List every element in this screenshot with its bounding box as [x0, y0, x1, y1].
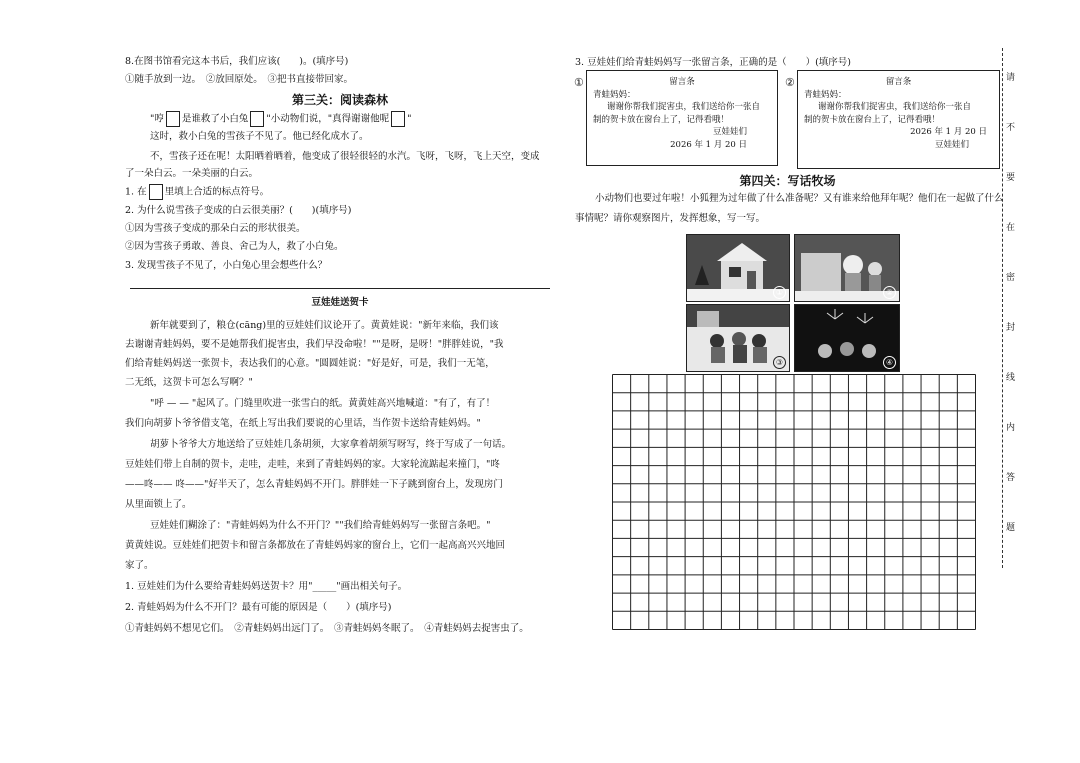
note-signature: 豆娃娃们 — [934, 139, 969, 150]
note-1-number: ① — [574, 76, 584, 89]
question-8-options: ①随手放到一边。 ②放回原处。 ③把书直接带回家。 — [125, 74, 354, 85]
story-line: 豆娃娃们带上自制的贺卡，走哇，走哇，来到了青蛙妈妈的家。大家轮流踮起来撞门，"咚 — [125, 459, 500, 470]
binding-char: 密 — [1006, 273, 1016, 283]
note-recipient: 青蛙妈妈： — [804, 89, 847, 100]
story-line: 黄黄娃说。豆娃娃们把贺卡和留言条都放在了青蛙妈妈家的窗台上，它们一起高高兴兴地回 — [125, 540, 506, 551]
punctuation-box[interactable] — [250, 111, 264, 127]
question-2-option-2: ②因为雪孩子勇敢、善良、舍己为人，救了小白兔。 — [125, 241, 344, 252]
story-line: ——咚—— 咚——"好半天了，怎么青蛙妈妈不开门。胖胖娃一下子跳到窗台上，发现房门 — [125, 479, 503, 490]
passage-text: "小动物们说，"真得谢谢他呢 — [266, 113, 390, 125]
question-2: 2. 为什么说雪孩子变成的白云很美丽？( )(填序号) — [125, 205, 352, 216]
binding-line — [1002, 48, 1003, 568]
picture-panel-4 — [794, 304, 900, 372]
binding-char: 内 — [1006, 423, 1016, 433]
passage-text: "哼 — [150, 113, 164, 125]
question-1-text: 里填上合适的标点符号。 — [164, 186, 270, 198]
question-8: 8.在图书馆看完这本书后，我们应该( )。(填序号) — [125, 56, 349, 67]
story-line: 们给青蛙妈妈送一张贺卡，表达我们的心意。"圆圆娃说："好是好，可是，我们一无笔， — [125, 358, 495, 369]
note-title: 留言条 — [669, 77, 695, 87]
picture-panel-1 — [686, 234, 790, 302]
note-body: 谢谢你帮我们捉害虫，我们送给你一张自 — [818, 102, 972, 112]
writing-grid[interactable] — [612, 374, 976, 630]
binding-char: 线 — [1006, 373, 1016, 383]
picture-panel-3 — [686, 304, 790, 372]
message-note-2 — [797, 70, 1000, 169]
binding-char: 封 — [1006, 323, 1016, 333]
question-3: 3. 发现雪孩子不见了，小白兔心里会想些什么？ — [125, 260, 328, 271]
story-line: "呼 — — "起风了。门缝里吹进一张雪白的纸。黄黄娃高兴地喊道："有了，有了！ — [150, 398, 496, 409]
note-body: 谢谢你帮我们捉害虫，我们送给你一张自 — [607, 102, 761, 112]
passage-line-1 — [150, 111, 412, 127]
picture-number: ③ — [773, 356, 786, 369]
passage-text: 是谁救了小白兔 — [181, 113, 249, 125]
note-body: 制的贺卡放在窗台上了，记得看哦！ — [593, 114, 730, 125]
question-1-text: 1. 在 — [125, 186, 147, 198]
note-body: 制的贺卡放在窗台上了，记得看哦！ — [804, 114, 941, 125]
punctuation-box[interactable] — [391, 111, 405, 127]
story-line: 家了。 — [125, 560, 154, 571]
picture-number: ④ — [883, 356, 896, 369]
story-line: 从里面锁上了。 — [125, 499, 192, 510]
story-question-1: 1. 豆娃娃们为什么要给青蛙妈妈送贺卡？用"_____"画出相关句子。 — [125, 581, 408, 592]
passage-text: " — [407, 113, 412, 125]
question-3-right: 3. 豆娃娃们给青蛙妈妈写一张留言条，正确的是（ ）(填序号) — [575, 57, 851, 68]
binding-char: 不 — [1006, 123, 1016, 133]
section-4-title: 第四关：写话牧场 — [739, 174, 836, 188]
binding-char: 在 — [1006, 223, 1016, 233]
passage-line-4: 了一朵白云。一朵美丽的白云。 — [125, 168, 259, 179]
note-title: 留言条 — [885, 77, 912, 87]
question-1 — [125, 184, 269, 200]
passage-line-2: 这时，救小白兔的雪孩子不见了。他已经化成水了。 — [150, 131, 369, 142]
story-line: 新年就要到了，粮仓(cāng)里的豆娃娃们议论开了。黄黄娃说："新年来临，我们该 — [150, 320, 499, 331]
note-2-number: ② — [785, 76, 795, 89]
picture-panel-2 — [794, 234, 900, 302]
note-date: 2026 年 1 月 20 日 — [910, 127, 987, 137]
story-line: 胡萝卜爷爷大方地送给了豆娃娃几条胡须，大家拿着胡须写呀写，终于写成了一句话。 — [150, 439, 512, 450]
note-signature: 豆娃娃们 — [712, 127, 747, 137]
story-line: 豆娃娃们糊涂了："青蛙妈妈为什么不开门？""我们给青蛙妈妈写一张留言条吧。" — [150, 520, 491, 531]
punctuation-box-example — [149, 184, 163, 200]
story-line: 二无纸，这贺卡可怎么写啊？" — [125, 377, 253, 388]
message-note-1 — [586, 70, 778, 166]
note-recipient: 青蛙妈妈： — [593, 89, 636, 100]
question-2-option-1: ①因为雪孩子变成的那朵白云的形状很美。 — [125, 223, 306, 234]
binding-char: 答 — [1006, 473, 1016, 483]
writing-prompt: 事情呢？请你观察图片，发挥想象，写一写。 — [575, 213, 766, 224]
binding-char: 题 — [1006, 523, 1016, 533]
section-3-title: 第三关：阅读森林 — [291, 93, 388, 107]
writing-prompt: 小动物们也要过年啦！小狐狸为过年做了什么准备呢？又有谁来给他拜年呢？他们在一起做了什么 — [595, 193, 1004, 204]
story-title: 豆娃娃送贺卡 — [311, 297, 369, 308]
story-question-2: 2. 青蛙妈妈为什么不开门？最有可能的原因是（ ）(填序号) — [125, 602, 392, 613]
story-line: 我们向胡萝卜爷爷借支笔，在纸上写出我们要说的心里话，当作贺卡送给青蛙妈妈。" — [125, 418, 481, 429]
punctuation-box[interactable] — [166, 111, 180, 127]
note-date: 2026 年 1 月 20 日 — [670, 139, 747, 150]
binding-char: 请 — [1006, 73, 1016, 83]
binding-char: 要 — [1006, 173, 1016, 183]
passage-line-3: 不，雪孩子还在呢！太阳晒着晒着，他变成了很轻很轻的水汽。飞呀，飞呀，飞上天空，变成 — [150, 151, 540, 162]
picture-number: ① — [773, 286, 786, 299]
answer-line[interactable] — [130, 288, 550, 289]
story-line: 去谢谢青蛙妈妈，要不是她帮我们捉害虫，我们早没命啦！""是呀，是呀！"胖胖娃说，"我 — [125, 339, 504, 350]
picture-number: ② — [883, 286, 896, 299]
story-question-2-options: ①青蛙妈妈不想见它们。 ②青蛙妈妈出远门了。 ③青蛙妈妈冬眠了。 ④青蛙妈妈去捉害虫了。 — [125, 623, 529, 634]
